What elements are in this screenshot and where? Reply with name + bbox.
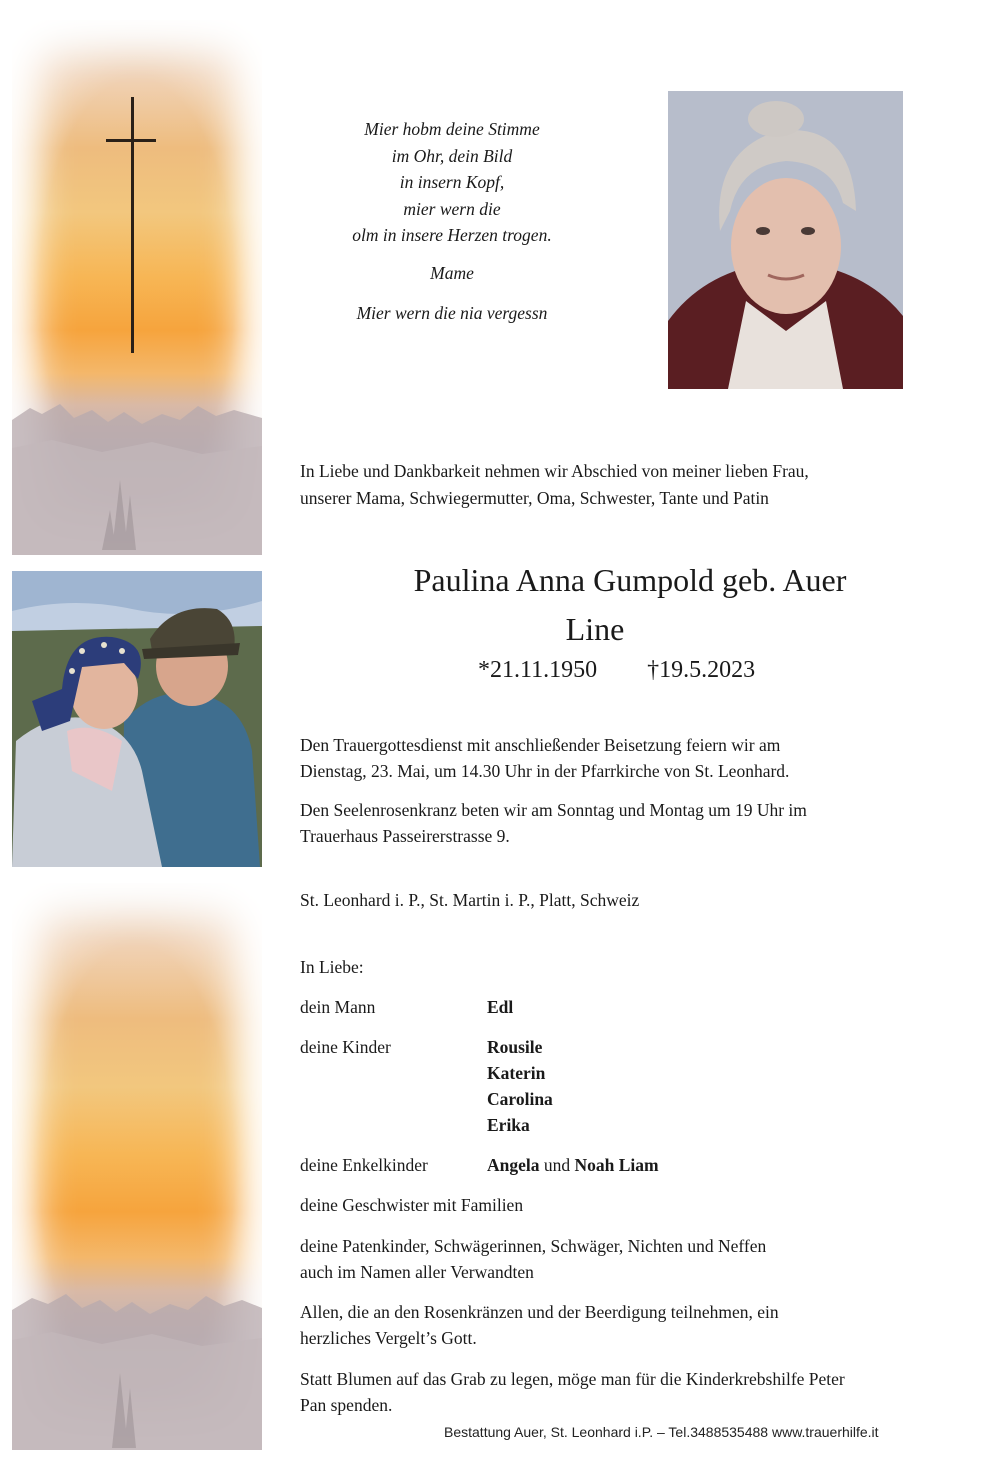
child-name: Rousile <box>487 1037 543 1057</box>
service-line: Den Trauergottesdienst mit anschließender Beisetzung feiern wir am <box>300 735 781 755</box>
mountain-silhouette <box>12 400 262 555</box>
mourners-heading: In Liebe: <box>300 957 364 977</box>
rosary-line: Trauerhaus Passeirerstrasse 9. <box>300 826 510 846</box>
poem-signature: Mame <box>430 263 474 283</box>
godchildren-line: auch im Namen aller Verwandten <box>300 1262 534 1282</box>
poem <box>300 116 604 249</box>
footer-contact: Bestattung Auer, St. Leonhard i.P. – Tel.3488535488 www.trauerhilfe.it <box>444 1424 879 1440</box>
donation-line: Statt Blumen auf das Grab zu legen, möge man für die Kinderkrebshilfe Peter <box>300 1369 845 1389</box>
grandchild-name: Angela <box>487 1155 540 1175</box>
poem-line: im Ohr, dein Bild <box>391 145 513 166</box>
cross-beam-icon <box>106 139 156 142</box>
thanks-line: herzliches Vergelt’s Gott. <box>300 1328 477 1348</box>
child-name: Erika <box>487 1115 530 1135</box>
poem-line: mier wern die <box>403 198 501 219</box>
poem-line: Mier hobm deine Stimme <box>364 119 540 139</box>
husband-label: dein Mann <box>300 997 376 1017</box>
poem-line: olm in insere Herzen trogen. <box>352 225 552 245</box>
life-dates <box>478 657 755 684</box>
child-name: Carolina <box>487 1089 553 1109</box>
portrait-illustration <box>668 91 903 389</box>
rosary-line: Den Seelenrosenkranz beten wir am Sonntag und Montag um 19 Uhr im <box>300 800 807 820</box>
deceased-name: Paulina Anna Gumpold geb. Auer <box>413 562 847 598</box>
couple-photo <box>12 571 262 867</box>
grandchildren-label: deine Enkelkinder <box>300 1155 428 1175</box>
children-label: deine Kinder <box>300 1037 391 1057</box>
death-date: †19.5.2023 <box>647 657 756 683</box>
godchildren-line: deine Patenkinder, Schwägerinnen, Schwäger, Nichten und Neffen <box>300 1236 767 1256</box>
grandchild-name: Noah Liam <box>574 1155 659 1175</box>
husband-name: Edl <box>487 997 514 1017</box>
service-line: Dienstag, 23. Mai, um 14.30 Uhr in der Pfarrkirche von St. Leonhard. <box>300 761 790 781</box>
sunset-image-top <box>12 20 262 555</box>
poem-closing: Mier wern die nia vergessn <box>356 303 548 323</box>
sunset-image-bottom <box>12 883 262 1450</box>
birth-date: *21.11.1950 <box>478 657 598 683</box>
donation-line: Pan spenden. <box>300 1395 393 1415</box>
siblings-line: deine Geschwister mit Familien <box>300 1195 524 1215</box>
child-name: Katerin <box>487 1063 546 1083</box>
intro-line: unserer Mama, Schwiegermutter, Oma, Schwester, Tante und Patin <box>300 488 769 508</box>
deceased-nickname: Line <box>565 611 625 647</box>
poem-line: in insern Kopf, <box>399 172 505 192</box>
couple-photo-illustration <box>12 571 262 867</box>
cross-icon <box>131 97 134 353</box>
thanks-line: Allen, die an den Rosenkränzen und der Beerdigung teilnehmen, ein <box>300 1302 779 1322</box>
grandchildren-and: und <box>543 1155 571 1175</box>
intro-line: In Liebe und Dankbarkeit nehmen wir Abschied von meiner lieben Frau, <box>300 461 809 481</box>
portrait-photo <box>668 91 903 389</box>
places: St. Leonhard i. P., St. Martin i. P., Platt, Schweiz <box>300 890 640 910</box>
mountain-silhouette-bottom <box>12 1288 262 1450</box>
grandchildren-names <box>487 1153 659 1179</box>
